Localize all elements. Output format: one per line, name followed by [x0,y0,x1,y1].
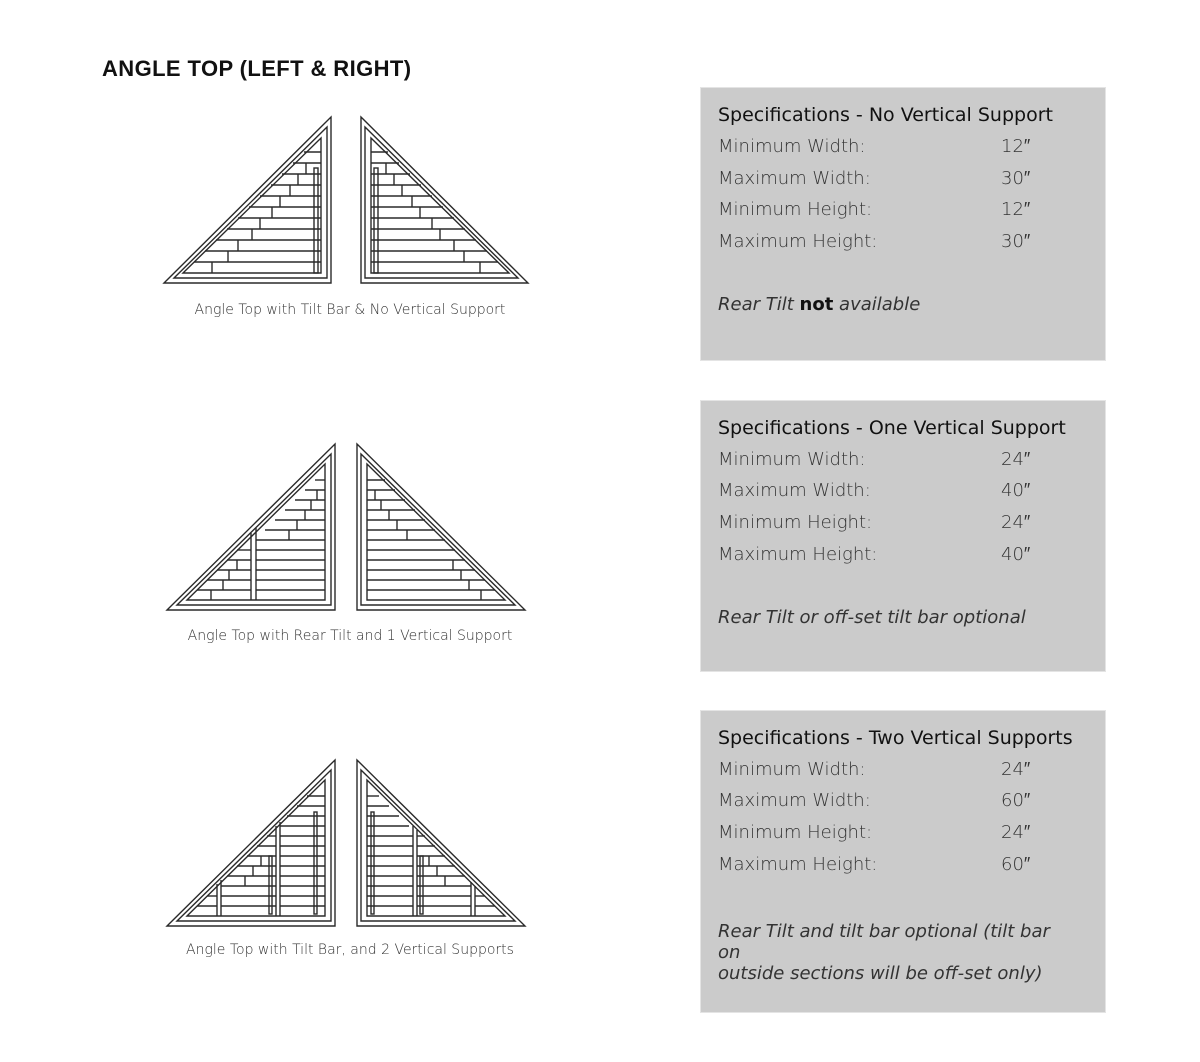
diagram-caption: Angle Top with Tilt Bar & No Vertical Support [194,302,506,318]
spec-value: 12″ [1001,136,1031,157]
page-title: ANGLE TOP (LEFT & RIGHT) [102,56,412,81]
angle-top-diagram-one-support [163,440,533,615]
spec-note-emphasis: not [799,294,834,315]
spec-label: Maximum Height: [718,854,878,875]
spec-value: 60″ [1001,854,1031,875]
spec-box-no-vertical-support [700,87,1106,361]
spec-note-line: outside sections will be off-set only) [718,963,1043,984]
spec-value: 24″ [1001,449,1031,470]
spec-value: 12″ [1001,199,1031,220]
spec-label: Minimum Height: [718,512,873,533]
spec-value: 24″ [1001,822,1031,843]
spec-title: Specifications - Two Vertical Supports [718,727,1073,749]
spec-note [718,921,1058,984]
spec-label: Minimum Width: [718,136,866,157]
spec-label: Minimum Width: [718,759,866,780]
spec-title: Specifications - One Vertical Support [718,417,1066,439]
spec-label: Maximum Width: [718,168,871,189]
spec-label: Maximum Height: [718,544,878,565]
spec-note-text: Rear Tilt [718,294,800,315]
spec-label: Minimum Height: [718,199,873,220]
spec-note-line: Rear Tilt and tilt bar optional (tilt bar on [718,921,1050,963]
spec-value: 30″ [1001,168,1031,189]
spec-value: 40″ [1001,480,1031,501]
spec-label: Maximum Height: [718,231,878,252]
spec-note-text: available [833,294,921,315]
spec-value: 24″ [1001,512,1031,533]
diagram-caption: Angle Top with Rear Tilt and 1 Vertical Support [187,628,513,644]
spec-value: 24″ [1001,759,1031,780]
spec-note: Rear Tilt or off-set tilt bar optional [718,607,1026,628]
spec-title: Specifications - No Vertical Support [718,104,1053,126]
angle-top-diagram-two-supports [163,756,533,931]
spec-value: 40″ [1001,544,1031,565]
spec-value: 60″ [1001,790,1031,811]
spec-label: Minimum Height: [718,822,873,843]
diagram-caption: Angle Top with Tilt Bar, and 2 Vertical Supports [186,942,514,958]
spec-value: 30″ [1001,231,1031,252]
spec-box-two-vertical-supports [700,710,1106,1013]
spec-box-one-vertical-support [700,400,1106,672]
angle-top-diagram-no-support [160,113,535,288]
spec-label: Maximum Width: [718,790,871,811]
spec-note [718,294,1058,315]
spec-label: Maximum Width: [718,480,871,501]
spec-label: Minimum Width: [718,449,866,470]
